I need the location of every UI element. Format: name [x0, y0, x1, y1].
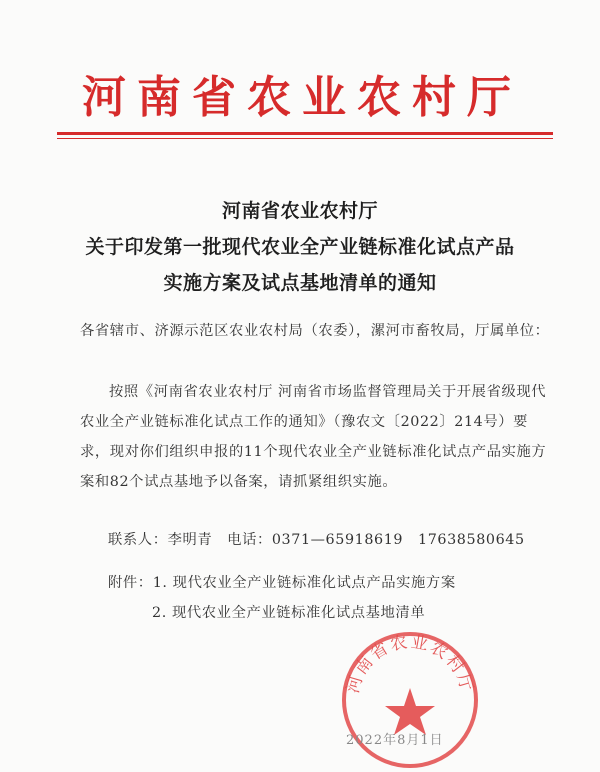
- date-fragment: 2022年8月1日: [346, 733, 444, 748]
- doc-title-line-3: 实施方案及试点基地清单的通知: [163, 272, 437, 294]
- doc-title-line-1: 河南省农业农村厅: [221, 200, 378, 222]
- masthead-red-line: [57, 132, 553, 135]
- masthead-red-line-thin: [57, 138, 553, 139]
- recipients-paragraph: 各省辖市、济源示范区农业农村局（农委），漯河市畜牧局，厅属单位：: [80, 323, 550, 339]
- main-paragraph: 按照《河南省农业农村厅 河南省市场监督管理局关于开展省级现代农业全产业链标准化试点工作的通知》（豫农文〔2022〕214号）要求，现对你们组织申报的11个现代农业全产业链标准化试点产品实施方案和82个试点基地予以备案，请抓紧组织实施。: [80, 384, 547, 490]
- doc-title-line-2: 关于印发第一批现代农业全产业链标准化试点产品: [85, 236, 515, 258]
- official-seal: [338, 628, 482, 772]
- seal-text: 河南省农业农村厅: [343, 632, 477, 696]
- attachment-item-1: 附件：1. 现代农业全产业链标准化试点产品实施方案: [108, 575, 456, 591]
- contact-line: 联系人：李明青 电话：0371—65918619 17638580645: [108, 532, 525, 548]
- attachment-item-2: 2. 现代农业全产业链标准化试点基地清单: [152, 605, 426, 621]
- red-star-seal-icon: [385, 688, 435, 735]
- masthead-org-name: 河南省农业农村厅: [82, 72, 522, 123]
